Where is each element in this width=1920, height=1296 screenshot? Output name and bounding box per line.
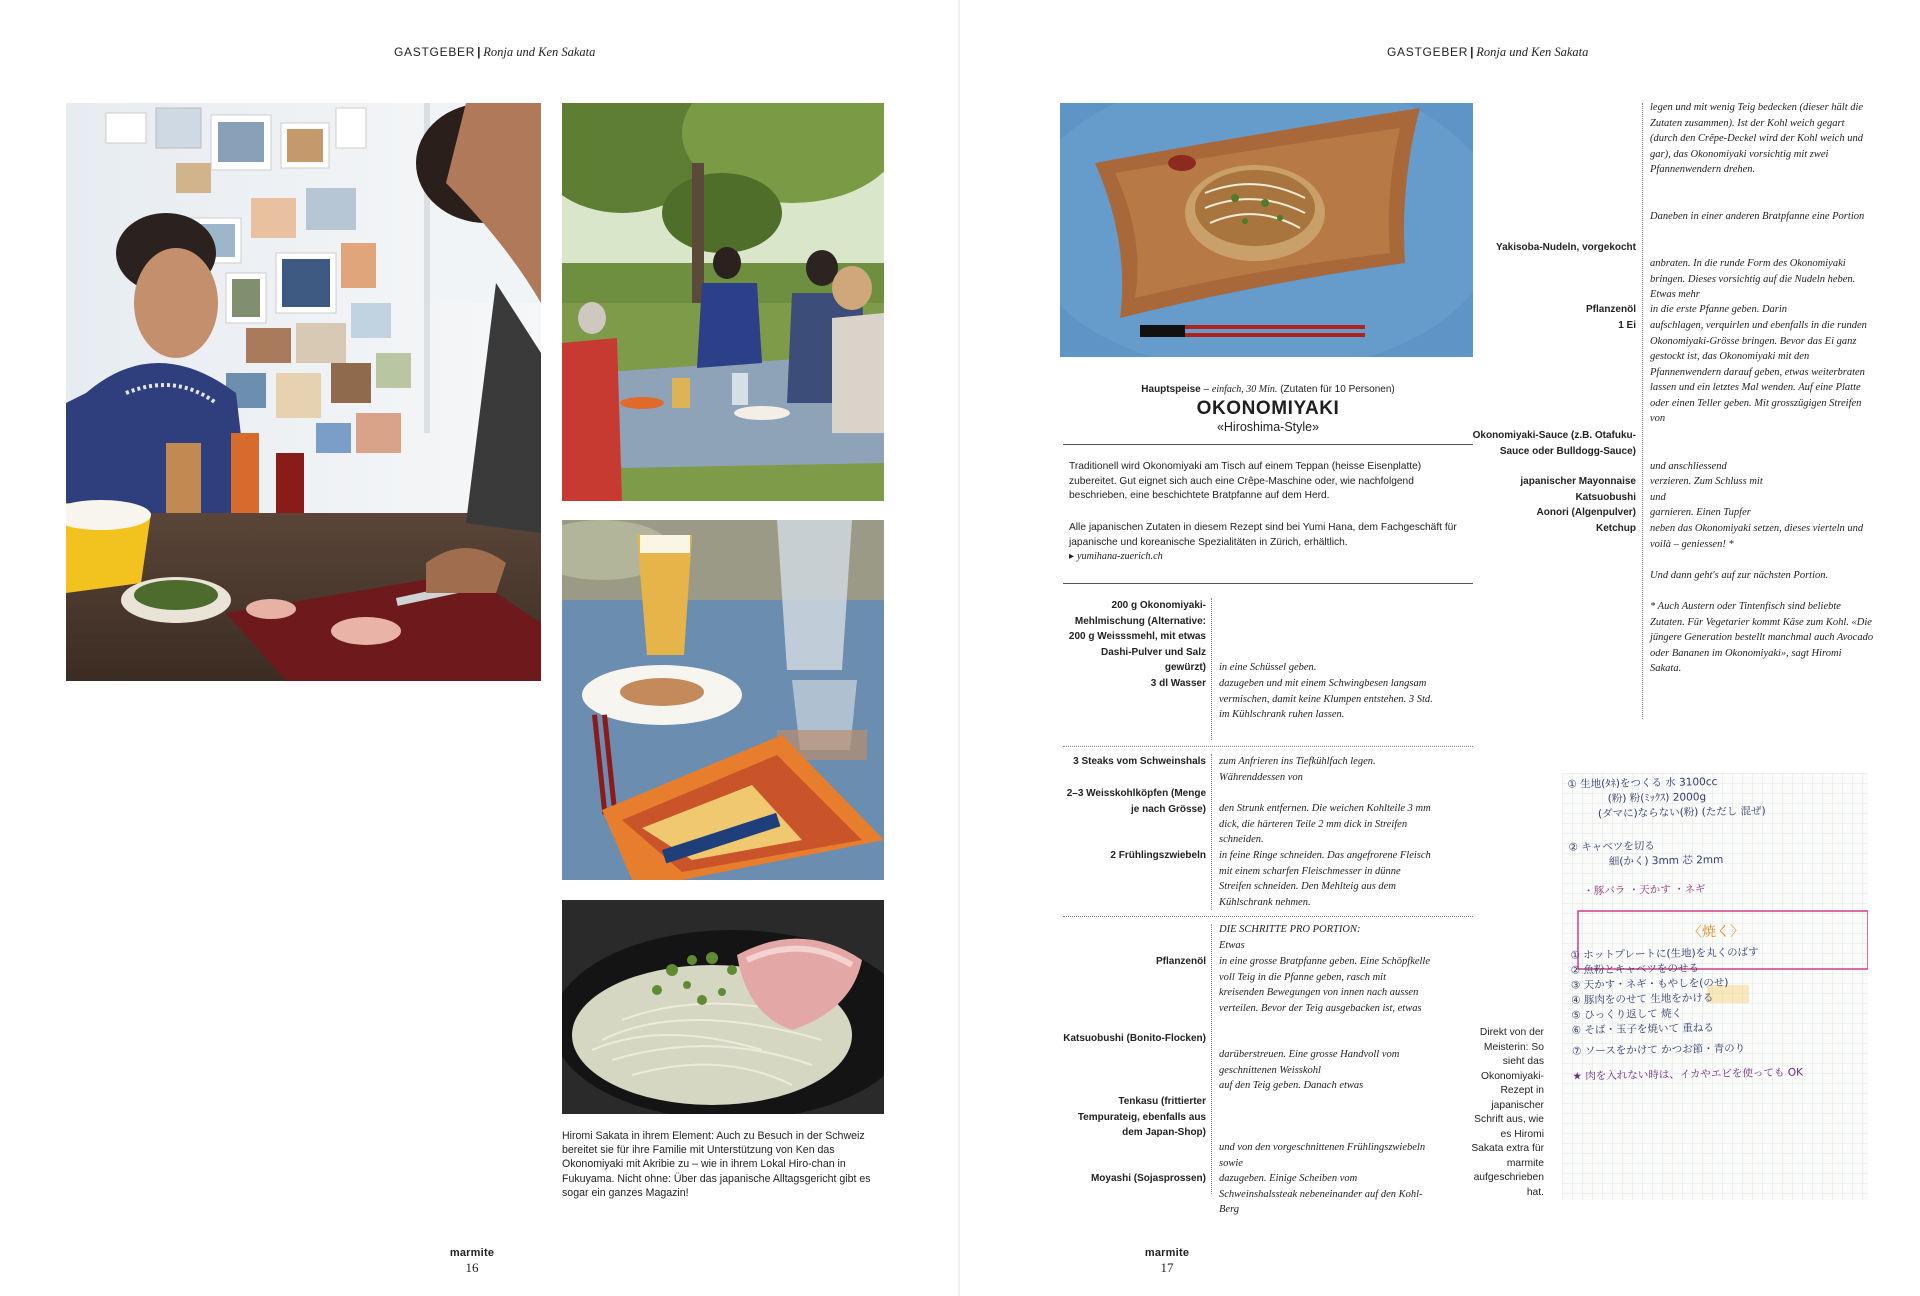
ingredient-moyashi: Moyashi (Sojasprossen) [1090,1173,1206,1184]
ingredient-pork: 3 Steaks vom Schweinshals [1073,756,1206,767]
host-names: Ronja und Ken Sakata [483,45,596,59]
note-line: ④ 豚肉をのせて 生地をかける [1571,992,1714,1007]
page-number-left: 16 [465,1260,479,1275]
note-line: (粉) 粉(ﾐｯｸｽ) 2000g [1607,791,1707,805]
ingredient-katsuobushi: Katsuobushi (Bonito-Flocken) [1063,1033,1206,1044]
page-number-right: 17 [1160,1260,1174,1275]
photo-okonomiyaki-dish [1060,103,1473,357]
ingredient-mayonnaise: japanischer Mayonnaise [1520,476,1636,487]
note-line: ⑥ そば・玉子を焼いて 重ねる [1571,1022,1714,1037]
ingredient-yakisoba: Yakisoba-Nudeln, vorgekocht [1495,242,1636,253]
step-sprinkle: darüberstreuen. Eine grosse Handvoll vom geschnittenen Weisskohl [1219,1049,1400,1076]
column-divider [1642,103,1643,719]
handwriting-text [1567,773,1868,1085]
step-decorate: verzieren. Zum Schluss mit [1650,476,1763,487]
note-line: ・豚バラ ・天かす ・ネギ [1583,883,1706,898]
note-line: ① 生地(ﾀﾈ)をつくる 水 3100cc [1567,775,1718,791]
step-cover-flip: legen und mit wenig Teig bedecken (dieser hält die Zutaten zusammen). Ist der Kohl weich gegart (durch den Crêpe-Deckel wird der Kohl weich und gar), das Okonomiyaki vorsichtig mit zwei Pfannenwendern drehen. [1650,102,1864,175]
ingredient-cabbage: 2–3 Weisskohlköpfen (Menge je nach Grösse) [1066,788,1206,815]
recipe-intro-2 [1069,521,1469,565]
photo-magazine-plate [562,520,884,880]
note-line: ★ 肉を入れない時は、イカやエビを使っても OK [1572,1066,1804,1083]
step-garnish: garnieren. Einen Tupfer [1650,507,1751,518]
divider [1063,444,1473,445]
photo-okonomiyaki-pan [562,900,884,1114]
step-pan: in eine grosse Bratpfanne geben. Eine Schöpfkelle voll Teig in die Pfanne geben, rasch mit kreisenden Bewegungen von innen nach aussen verteilen. Bevor der Teig ausgebacken ist, etwas [1219,956,1431,1014]
divider [1063,916,1473,917]
divider [1063,746,1473,747]
recipe-intro-text: Alle japanischen Zutaten in diesem Rezept sind bei Yumi Hana, dem Fachgeschäft für japanische und koreanische Spezialitäten in Zürich, erhältlich. [1069,522,1457,548]
ingredient-katsuobushi-2: Katsuobushi [1575,492,1636,503]
step-water: dazugeben und mit einem Schwingbesen langsam vermischen, damit keine Klumpen entstehen. 3 Std. im Kühlschrank ruhen lassen. [1219,678,1433,720]
note-line: (ダマに)ならない(粉) (ただし 混ぜ) [1597,805,1766,821]
step-spring-onions: und von den vorgeschnittenen Frühlingszwiebeln sowie [1219,1142,1426,1169]
ingredient-sauce: Okonomiyaki-Sauce (z.B. Otafuku-Sauce oder Bulldogg-Sauce) [1472,430,1636,457]
note-line: 〈焼く〉 [1687,923,1745,941]
step-second-pan: Daneben in einer anderen Bratpfanne eine Portion [1650,211,1865,222]
ingredient-oil: Pflanzenöl [1155,956,1206,967]
column-divider [1211,598,1212,740]
step-on-dough: auf den Teig geben. Danach etwas [1219,1080,1364,1091]
running-head-left: GASTGEBER | Ronja und Ken Sakata [394,45,596,59]
section-label: GASTGEBER [1387,45,1469,59]
note-line: ⑦ ソースをかけて かつお節・青のり [1572,1042,1746,1058]
ingredient-aonori: Aonori (Algenpulver) [1536,507,1636,518]
ingredient-oil-2: Pflanzenöl [1585,304,1636,315]
photo-kitchen-cutting [66,103,541,681]
step-fry-noodles: anbraten. In die runde Form des Okonomiyaki bringen. Dieses vorsichtig auf die Nudeln heben. Etwas mehr [1650,258,1856,300]
folio-right [1137,1247,1197,1276]
column-divider [1211,924,1212,1194]
recipe-title: OKONOMIYAKI [1196,398,1340,419]
handwritten-recipe-note [1562,773,1868,1200]
step-oil-pan: in die erste Pfanne geben. Darin [1650,304,1788,315]
note-caption: Direkt von der Meisterin: So sieht das Okonomiyaki-Rezept in japanischer Schrift aus, wie es Hiromi Sakata extra für marmite aufgeschrieben hat. [1471,1027,1544,1198]
brand-logo: marmite [449,1247,495,1259]
steps-heading: DIE SCHRITTE PRO PORTION: [1219,924,1361,935]
step-onion: in feine Ringe schneiden. Das angefrorene Fleisch mit einem scharfen Fleischmesser in dünne Streifen schneiden. Den Mehlteig aus dem Kühlschrank nehmen. [1219,850,1431,908]
step-freeze: zum Anfrieren ins Tiefkühlfach legen. Währenddessen von [1219,756,1376,783]
ingredient-tenkasu: Tenkasu (frittierter Tempurateig, ebenfalls aus dem Japan-Shop) [1077,1096,1206,1138]
step-some: Etwas [1219,940,1245,951]
note-line: ① ホットプレートに(生地)を丸くのばす [1570,946,1759,962]
recipe-footnote: * Auch Austern oder Tintenfisch sind beliebte Zutaten. Für Vegetarier kommt Käse zum Kohl. «Die jüngere Generation bestellt manchmal auch Avocado oder Bananen im Okonomiyaki», sagt Hiromi Sakata. [1650,601,1874,674]
note-line: ③ 天かす・ネギ・もやしを(のせ) [1570,976,1729,992]
step-serve: neben das Okonomiyaki setzen, dieses vierteln und voilà – geniessen! * [1650,523,1864,550]
step-next-portion: Und dann geht's auf zur nächsten Portion. [1650,570,1829,581]
recipe-difficulty: einfach, 30 Min. [1211,384,1278,395]
brand-logo: marmite [1144,1247,1190,1259]
host-names: Ronja und Ken Sakata [1476,45,1589,59]
recipe-intro-1: Traditionell wird Okonomiyaki am Tisch auf einem Teppan (heisse Eisenplatte) zubereitet. Gut eignet sich auch eine Crêpe-Maschine oder, wie nachfolgend beschrieben, eine beschichtete Bratpfanne auf dem Herd. [1069,461,1422,502]
ingredient-water: 3 dl Wasser [1150,678,1206,689]
ingredient-ketchup: Ketchup [1596,523,1636,534]
note-line: ② 魚粉とキャベツをのせる [1570,962,1700,977]
ingredient-spring-onion: 2 Frühlingszwiebeln [1110,850,1206,861]
section-label: GASTGEBER [394,45,476,59]
photo-garden-table [562,103,884,501]
step-bowl: in eine Schüssel geben. [1219,662,1317,673]
link-arrow-icon: ▸ [1069,551,1075,563]
recipe-subtitle: «Hiroshima-Style» [1216,420,1320,434]
divider [1063,583,1473,584]
step-add-pork: dazugeben. Einige Scheiben vom Schweinshalssteak nebeneinander auf den Kohl-Berg [1219,1173,1423,1215]
photo-caption-left: Hiromi Sakata in ihrem Element: Auch zu Besuch in der Schweiz bereitet sie für ihre Familie mit Unterstützung von Ken das Okonomiyaki mit Akribie zu – wie in ihrem Lokal Hiro-chan in Fukuyama. Nicht ohne: Über das japanische Alltagsgericht gibt es sogar ein ganzes Magazin! [562,1130,871,1199]
step-then: und anschliessend [1650,461,1727,472]
note-line: 細(かく) 3mm 芯 2mm [1608,853,1724,868]
running-head-right: GASTGEBER | Ronja und Ken Sakata [1387,45,1589,59]
step-cabbage: den Strunk entfernen. Die weichen Kohlteile 3 mm dick, die härteren Teile 2 mm dick in Streifen schneiden. [1219,803,1431,845]
note-line: ② キャベツを切る [1568,840,1655,854]
folio-left [442,1247,502,1276]
ingredient-flour: 200 g Okonomiyaki-Mehlmischung (Alternative: 200 g Weisssmehl, mit etwas Dashi-Pulver und Salz gewürzt) [1068,600,1206,673]
recipe-course: Hauptspeise [1141,384,1201,395]
ingredient-egg: 1 Ei [1618,320,1636,331]
step-egg: aufschlagen, verquirlen und ebenfalls in die runden Okonomiyaki-Grösse bringen. Bevor das Ei ganz gestockt ist, das Okonomiyaki mit den Pfannenwendern darauf geben, etwas weiterbraten lassen und ein letztes Mal wenden. Auf eine Platte oder einen Teller geben. Mit grosszügigen Streifen von [1650,320,1867,424]
note-line: ⑤ ひっくり返して 焼く [1571,1007,1683,1022]
column-divider [1211,754,1212,910]
recipe-meta: Hauptspeise – einfach, 30 Min. (Zutaten für 10 Personen) [1141,384,1395,395]
shop-link[interactable]: yumihana-zuerich.ch [1076,551,1163,563]
recipe-servings: (Zutaten für 10 Personen) [1280,384,1395,395]
step-and: und [1650,492,1666,503]
